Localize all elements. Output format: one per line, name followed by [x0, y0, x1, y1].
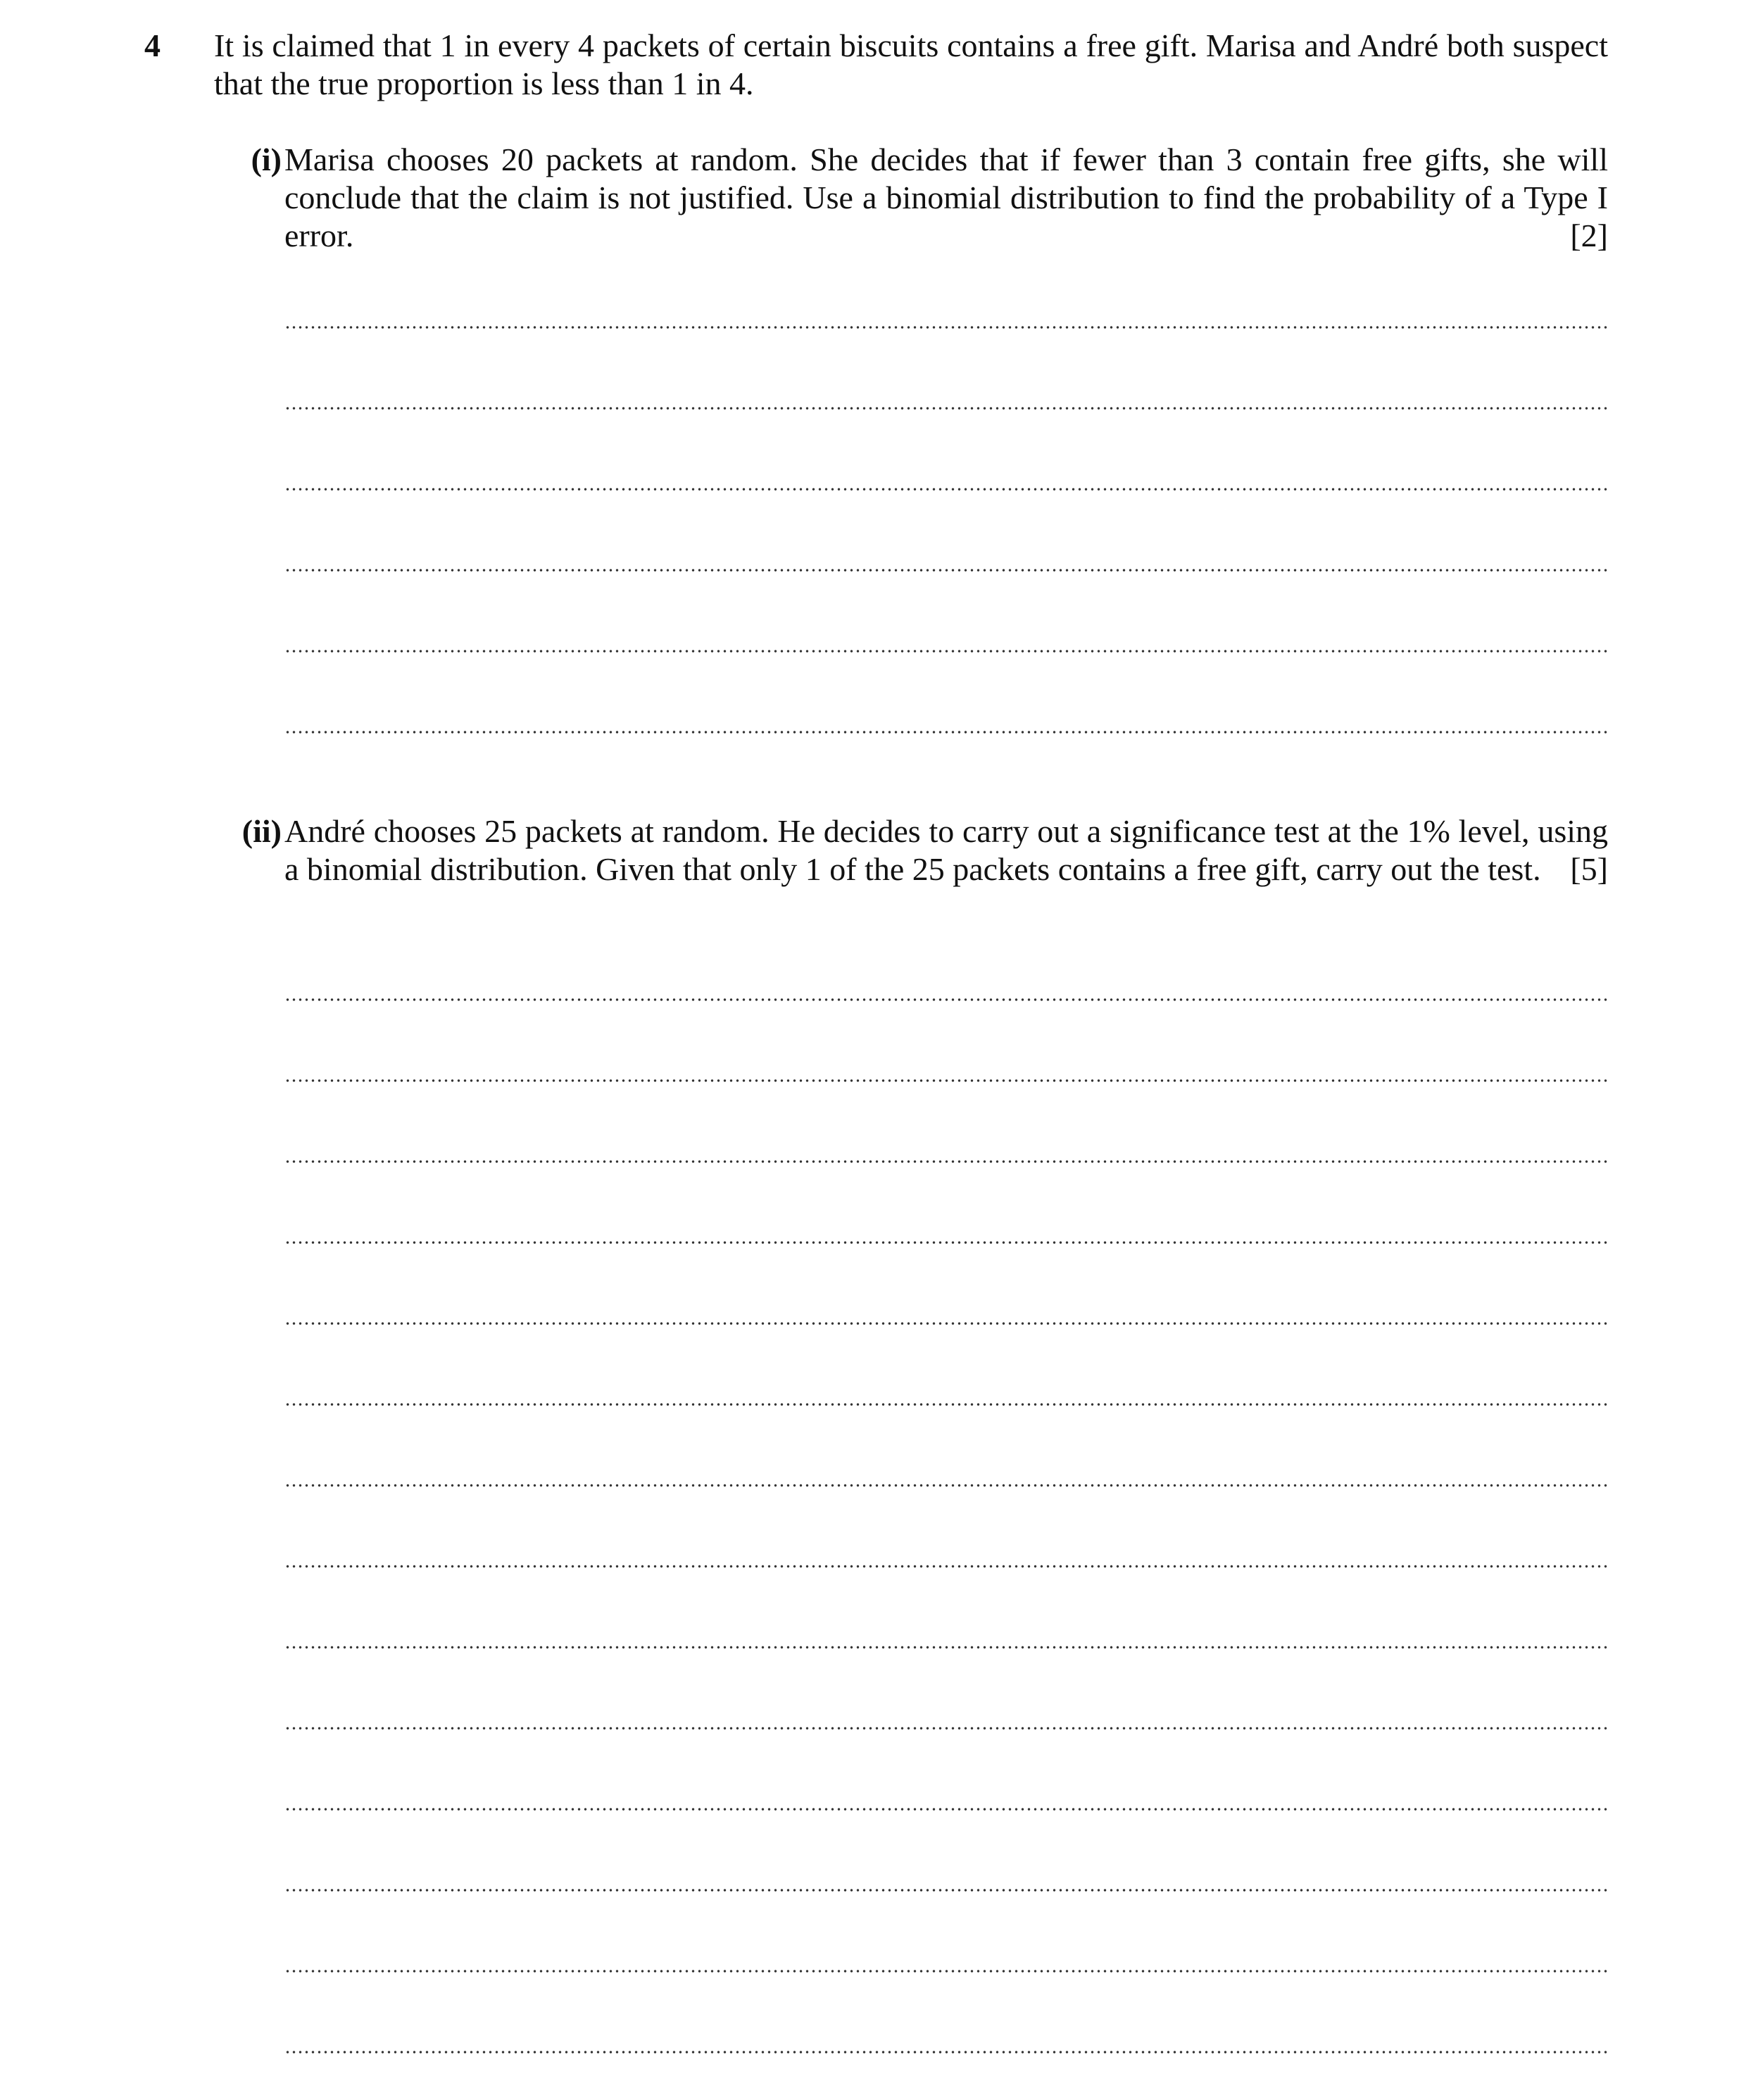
part-i-label: (i) — [251, 142, 282, 177]
part-ii-body: André chooses 25 packets at random. He decides to carry out a significance test at the 1% level, using a binomial distribution. Given that only 1 of the 25 packets contains a free gift, carry out the test. — [284, 813, 1608, 887]
answer-line[interactable] — [284, 649, 1608, 653]
answer-line[interactable] — [284, 730, 1608, 734]
question-number: 4 — [144, 27, 161, 63]
answer-line[interactable] — [284, 1321, 1608, 1326]
answer-line[interactable] — [284, 1079, 1608, 1083]
part-i-body: Marisa chooses 20 packets at random. She decides that if fewer than 3 contain free gifts, she will conclude that the claim is not justified. Use a binomial distribution to find the probability of a Type I error. — [284, 142, 1608, 253]
answer-line[interactable] — [284, 1402, 1608, 1407]
answer-line[interactable] — [284, 487, 1608, 491]
answer-line[interactable] — [284, 1240, 1608, 1245]
part-ii-text — [284, 812, 1608, 888]
answer-line[interactable] — [284, 406, 1608, 410]
answer-line[interactable] — [284, 1807, 1608, 1811]
answer-line[interactable] — [284, 1483, 1608, 1488]
answer-line[interactable] — [284, 1888, 1608, 1892]
answer-line[interactable] — [284, 1645, 1608, 1649]
answer-line[interactable] — [284, 568, 1608, 572]
part-ii-marks: [5] — [1570, 851, 1608, 887]
question-stem: It is claimed that 1 in every 4 packets of certain biscuits contains a free gift. Marisa and André both suspect that the true proportion is less than 1 in 4. — [214, 27, 1608, 101]
answer-line[interactable] — [284, 1969, 1608, 1973]
part-i-marks: [2] — [1570, 218, 1608, 253]
answer-line[interactable] — [284, 1564, 1608, 1568]
part-ii-label: (ii) — [241, 813, 282, 849]
answer-line[interactable] — [284, 1159, 1608, 1164]
answer-line[interactable] — [284, 1726, 1608, 1730]
part-i-text — [284, 141, 1608, 255]
answer-line[interactable] — [284, 2050, 1608, 2054]
answer-line[interactable] — [284, 325, 1608, 329]
answer-line[interactable] — [284, 998, 1608, 1002]
